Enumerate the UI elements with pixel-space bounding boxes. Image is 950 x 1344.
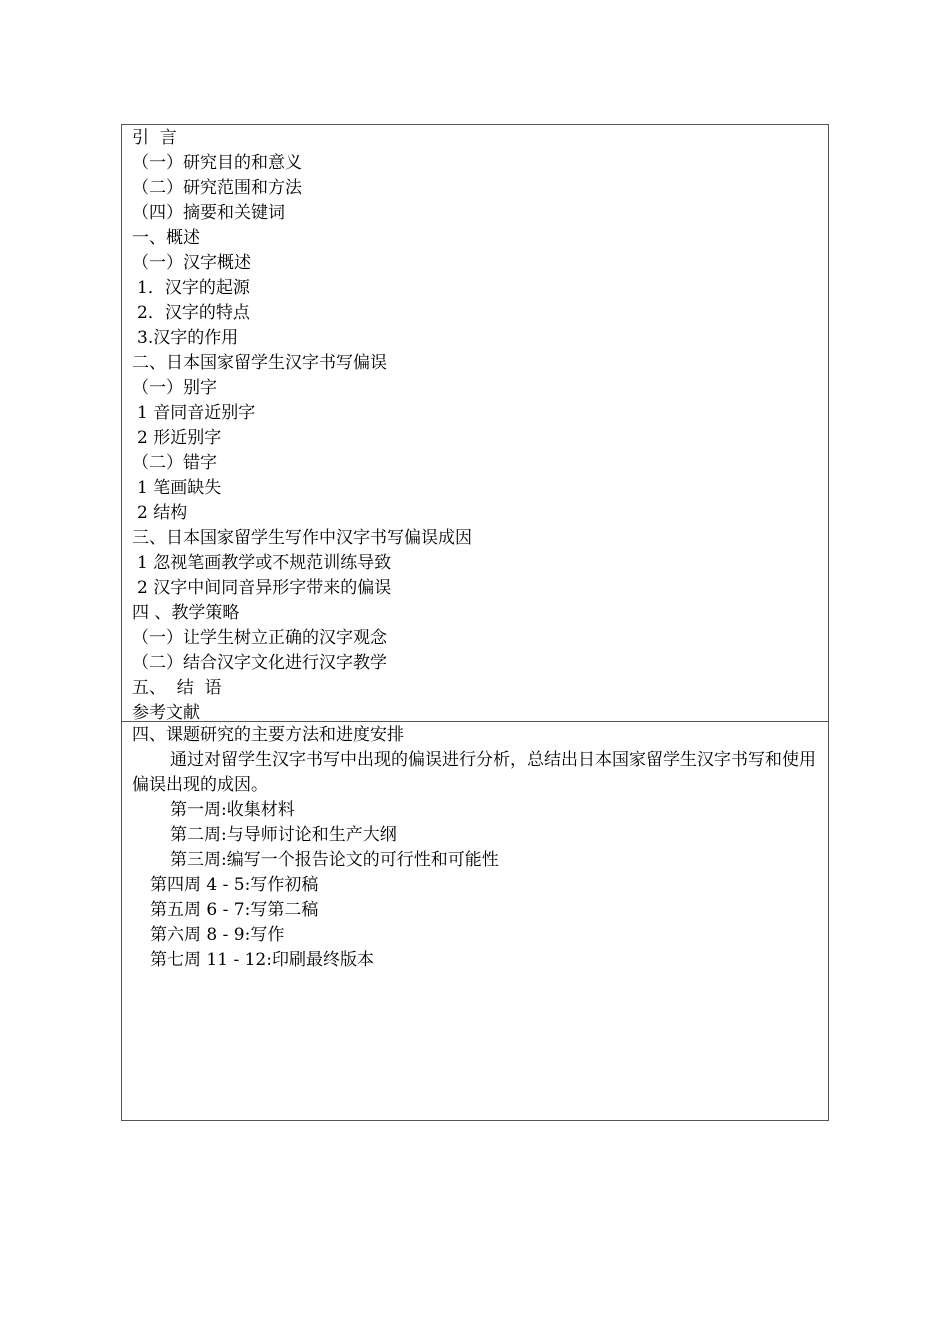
outline-item: （一）别字	[132, 378, 217, 398]
week-item: 第六周 8 - 9:写作	[150, 925, 285, 945]
outline-item: （二）结合汉字文化进行汉字教学	[132, 653, 387, 673]
week-item: 第二周:与导师讨论和生产大纲	[170, 825, 397, 845]
week-item: 第一周:收集材料	[170, 800, 295, 820]
outline-item: （四）摘要和关键词	[132, 203, 285, 223]
outline-item: 四 、教学策略	[132, 603, 240, 623]
plan-cell	[122, 722, 828, 1120]
week-item: 第五周 6 - 7:写第二稿	[150, 900, 319, 920]
outline-item: 参考文献	[132, 703, 200, 723]
outline-cell	[122, 125, 828, 722]
outline-item: 1 音同音近别字	[137, 403, 256, 423]
outline-item: （一）研究目的和意义	[132, 153, 302, 173]
outline-item: 3.汉字的作用	[137, 328, 239, 348]
outline-item: （二）错字	[132, 453, 217, 473]
week-item: 第四周 4 - 5:写作初稿	[150, 875, 319, 895]
outline-item: 2 汉字中间同音异形字带来的偏误	[137, 578, 392, 598]
outline-item: 2 结构	[137, 503, 188, 523]
outline-item: 1．汉字的起源	[137, 278, 250, 298]
outline-item: 五、 结 语	[132, 678, 222, 698]
outline-item: 二、日本国家留学生汉字书写偏误	[132, 353, 387, 373]
plan-heading: 四、课题研究的主要方法和进度安排	[132, 725, 404, 745]
outline-item: 1 忽视笔画教学或不规范训练导致	[137, 553, 392, 573]
outline-item: （一）汉字概述	[132, 253, 251, 273]
outline-item: 2 形近别字	[137, 428, 222, 448]
outline-item: （一）让学生树立正确的汉字观念	[132, 628, 387, 648]
document-table	[121, 124, 829, 1121]
outline-item: （二）研究范围和方法	[132, 178, 302, 198]
outline-item: 一、概述	[132, 228, 200, 248]
outline-item: 1 笔画缺失	[137, 478, 222, 498]
outline-item: 2．汉字的特点	[137, 303, 250, 323]
outline-item: 三、日本国家留学生写作中汉字书写偏误成因	[132, 528, 472, 548]
plan-paragraph: 通过对留学生汉字书写中出现的偏误进行分析，总结出日本国家留学生汉字书写和使用偏误出现的成因。	[132, 750, 816, 795]
outline-item: 引 言	[132, 128, 177, 148]
week-item: 第三周:编写一个报告论文的可行性和可能性	[170, 850, 499, 870]
week-item: 第七周 11 - 12:印刷最终版本	[150, 950, 374, 970]
